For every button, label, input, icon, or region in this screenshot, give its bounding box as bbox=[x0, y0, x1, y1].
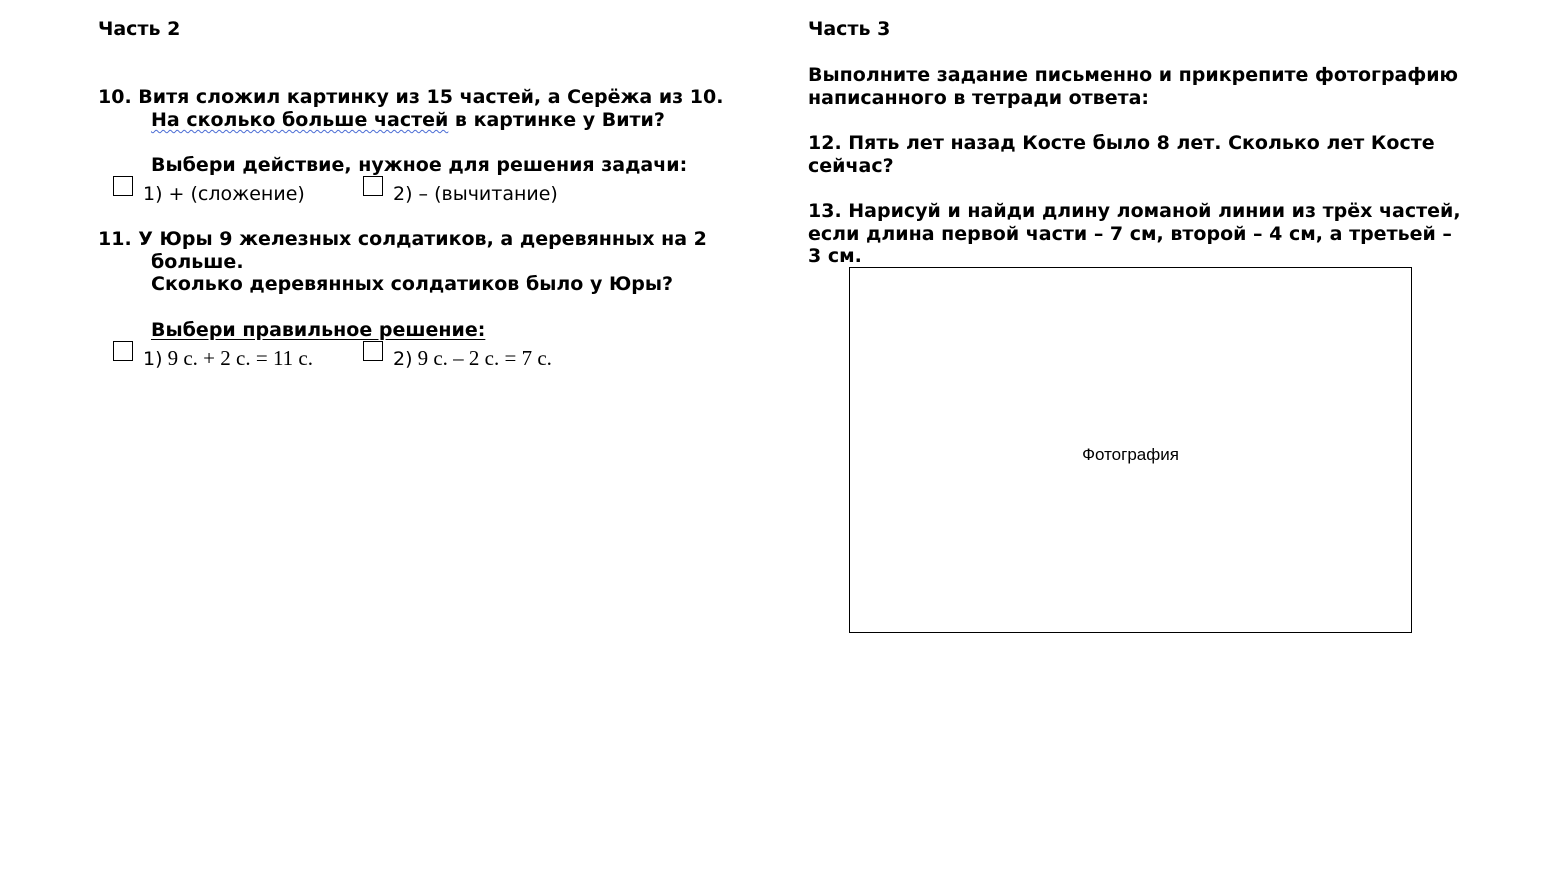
q11-text-line1: 11. У Юры 9 железных солдатиков, а деревянных на 2 bbox=[98, 228, 707, 250]
q10-option1-label: 1) + (сложение) bbox=[143, 183, 305, 205]
q11-option2-number: 2) bbox=[393, 348, 413, 370]
part3-intro-line1: Выполните задание письменно и прикрепите фотографию bbox=[808, 64, 1458, 86]
q11-text-line2: больше. bbox=[151, 251, 244, 273]
q10-option1-checkbox[interactable] bbox=[113, 176, 133, 196]
q10-text-line2 bbox=[151, 109, 665, 132]
q10-text-line1: 10. Витя сложил картинку из 15 частей, а Серёжа из 10. bbox=[98, 86, 724, 108]
q13-text-line1: 13. Нарисуй и найди длину ломаной линии из трёх частей, bbox=[808, 200, 1461, 222]
q12-text-line2: сейчас? bbox=[808, 155, 894, 177]
q12-text-line1: 12. Пять лет назад Косте было 8 лет. Сколько лет Косте bbox=[808, 132, 1435, 154]
q11-prompt: Выбери правильное решение: bbox=[151, 319, 486, 341]
q11-option1-label bbox=[143, 347, 313, 371]
q11-option1-checkbox[interactable] bbox=[113, 341, 133, 361]
q13-text-line3: 3 см. bbox=[808, 245, 862, 267]
q11-option2-checkbox[interactable] bbox=[363, 341, 383, 361]
part3-intro-line2: написанного в тетради ответа: bbox=[808, 87, 1150, 109]
photo-upload-area[interactable] bbox=[849, 267, 1412, 633]
part3-title: Часть 3 bbox=[808, 18, 891, 40]
part2-title: Часть 2 bbox=[98, 18, 181, 40]
q10-underlined-phrase: На сколько больше частей bbox=[151, 109, 449, 131]
q11-option2-expression: 9 с. – 2 с. = 7 с. bbox=[417, 346, 552, 370]
q10-text-line2-rest: в картинке у Вити? bbox=[448, 109, 665, 131]
q11-option1-number: 1) bbox=[143, 348, 163, 370]
q11-text-line3: Сколько деревянных солдатиков было у Юры? bbox=[151, 273, 674, 295]
q13-text-line2: если длина первой части – 7 см, второй – 4 см, а третьей – bbox=[808, 223, 1452, 245]
photo-label: Фотография bbox=[1082, 445, 1179, 464]
q11-option1-expression: 9 с. + 2 с. = 11 с. bbox=[167, 346, 313, 370]
q10-option2-checkbox[interactable] bbox=[363, 176, 383, 196]
q10-option2-label: 2) – (вычитание) bbox=[393, 183, 558, 205]
q10-prompt: Выбери действие, нужное для решения задачи: bbox=[151, 154, 688, 176]
q11-option2-label bbox=[393, 347, 552, 371]
